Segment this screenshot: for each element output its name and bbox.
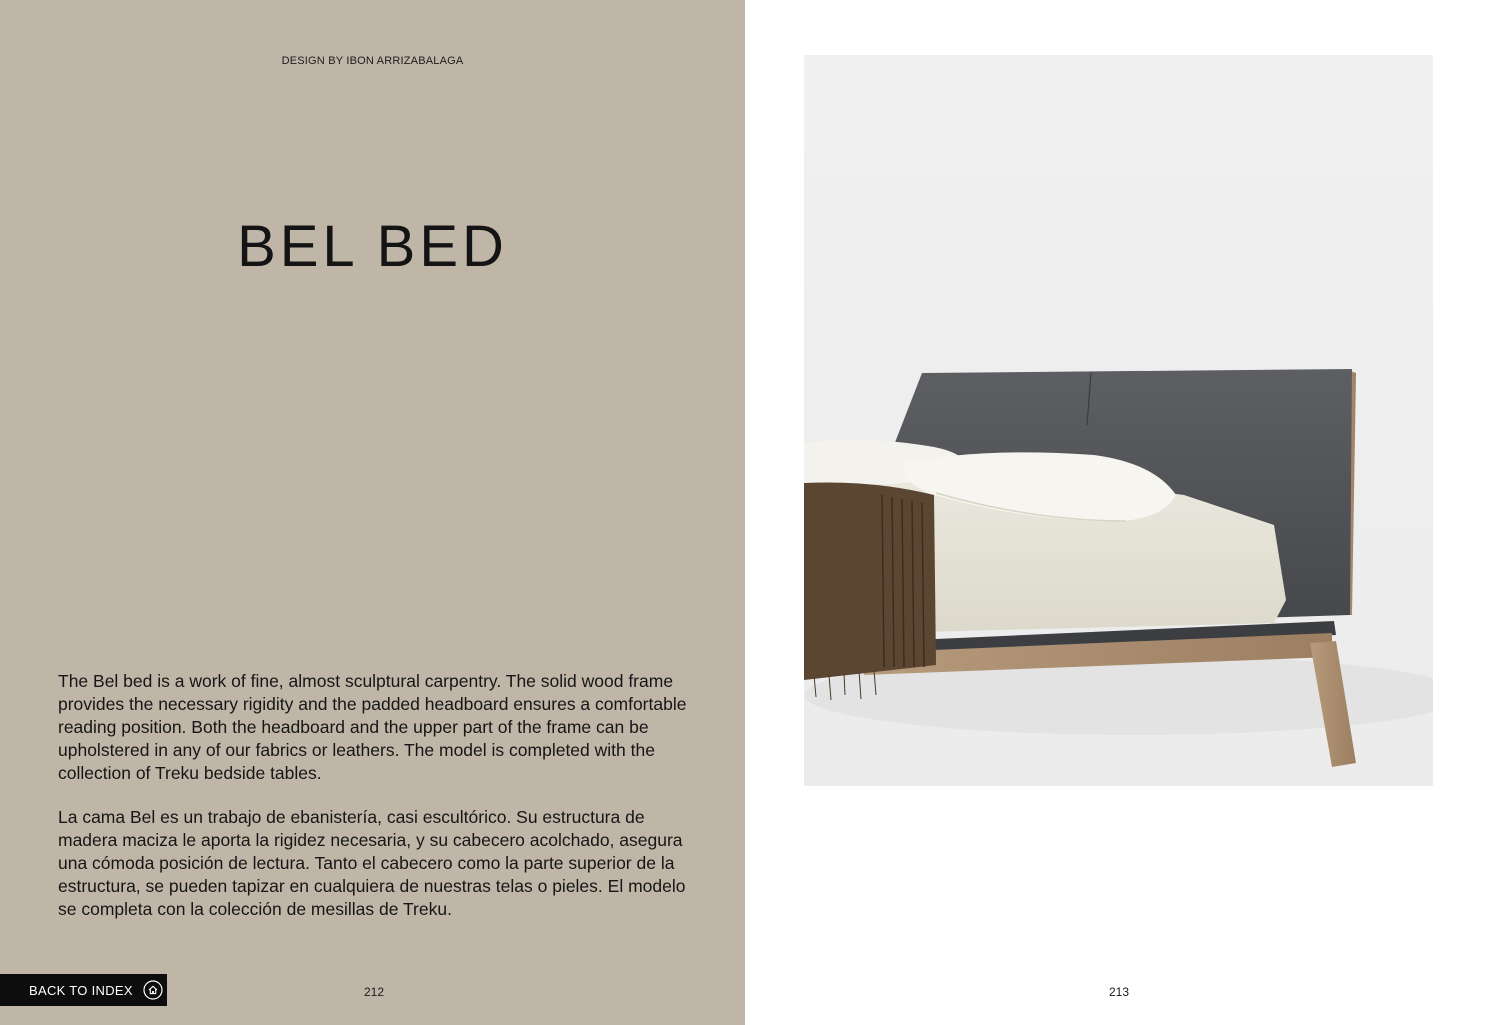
product-title: BEL BED bbox=[237, 214, 508, 279]
description-spanish: La cama Bel es un trabajo de ebanistería, casi escultórico. Su estructura de madera maciza le aporta la rigidez necesaria, y su cabecero acolchado, asegura una cómoda posición de lectura. Tanto el cabecero como la parte superior de la estructura, se pueden tapizar en cualquiera de nuestras telas o pieles. El modelo se completa con la colección de mesillas de Treku. bbox=[58, 807, 686, 919]
left-page bbox=[0, 0, 745, 1025]
page-number-right: 213 bbox=[1109, 985, 1130, 999]
designer-credit: DESIGN BY IBON ARRIZABALAGA bbox=[281, 55, 464, 67]
bed-product-photo bbox=[804, 55, 1433, 786]
home-icon bbox=[143, 980, 163, 1000]
back-to-index-button[interactable] bbox=[0, 974, 167, 1006]
page-number-left: 212 bbox=[364, 985, 385, 999]
description-english: The Bel bed is a work of fine, almost sculptural carpentry. The solid wood frame provides the necessary rigidity and the padded headboard ensures a comfortable reading position. Both the headboard and the upper part of the frame can be upholstered in any of our fabrics or leathers. The model is completed with the collection of Treku bedside tables. bbox=[58, 671, 687, 783]
back-to-index-label: BACK TO INDEX bbox=[29, 982, 133, 998]
